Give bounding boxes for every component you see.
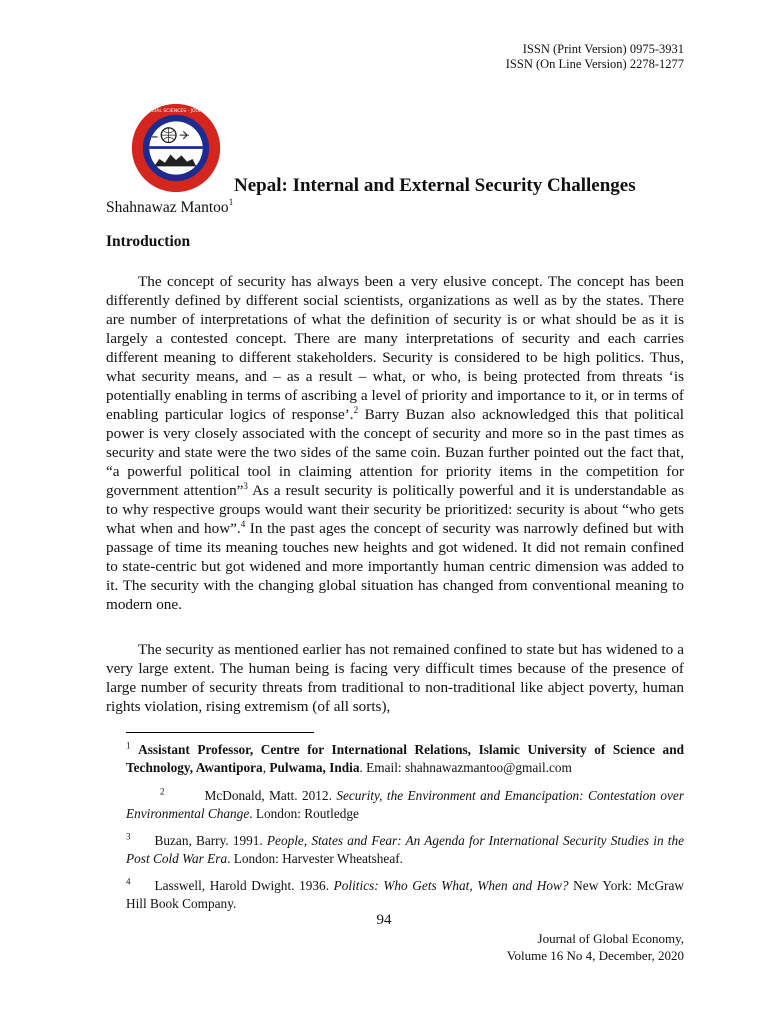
footnote-number: 2 [160, 786, 165, 797]
logo-ring-text: RESEARCH CENTRE FOR SOCIAL SCIENCES · JOURNAL OF GLOBAL ECONOMY [88, 109, 264, 115]
footnote-ref: 4 [240, 518, 246, 529]
article-title: Nepal: Internal and External Security Challenges [234, 175, 636, 196]
journal-issue: Volume 16 No 4, December, 2020 [506, 948, 684, 963]
footnote-separator: , [262, 760, 270, 775]
footnote-publisher: New York: McGraw Hill Book Company. [126, 878, 684, 911]
section-heading: Introduction [106, 233, 191, 250]
journal-name: Journal of Global Economy, [537, 931, 684, 946]
footnote-work-title: People, States and Fear: An Agenda for International Security Studies in the Post Cold War Era [126, 833, 685, 866]
footnote-work-title: Politics: Who Gets What, When and How? [333, 878, 569, 893]
footnote-citation: Lasswell, Harold Dwight. 1936. [154, 878, 334, 893]
page-number: 94 [376, 912, 392, 928]
journal-logo [88, 102, 264, 194]
paragraph-text: As a result security is politically powerful and it is understandable as to why respective groups would want their security be prioritized: security is about “who gets what when and how”. [106, 482, 684, 537]
footnote-number: 3 [126, 831, 131, 842]
footnote-4 [126, 877, 684, 913]
footnote-3 [126, 832, 684, 868]
footnote-affiliation: Assistant Professor, Centre for International Relations, Islamic University of Science and Technology, Awantipora [126, 742, 684, 775]
paragraph-text: The concept of security has always been a very elusive concept. The concept has been differently defined by different social scientists, organizations as well as by the states. There are number of interpretations of what the definition of security is or what should be as it is largely a contested concept. There are many interpretations of security and each carries different meaning to different stakeholders. Security is considered to be high politics. Thus, what security means, and – as a result – what, or who, is being protected from threats ‘is potentially enabling in terms of ascribing a level of priority and importance to it, or in terms of enabling particular logics of response’. [106, 273, 684, 423]
footnote-1 [126, 741, 684, 777]
issn-block [506, 42, 684, 72]
footnote-email: . Email: shahnawazmantoo@gmail.com [359, 760, 572, 775]
footnote-work-title: Security, the Environment and Emancipation: Contestation over Environmental Change [126, 788, 684, 821]
footnote-publisher: . London: Routledge [249, 806, 359, 821]
footnote-number: 1 [126, 740, 131, 751]
author-name: Shahnawaz Mantoo [106, 199, 229, 216]
issn-print: ISSN (Print Version) 0975-3931 [522, 42, 684, 56]
paragraph-text: Barry Buzan also acknowledged this that political power is very closely associated with the concept of security and more so in the past times as security and state were the two sides of the same coin. Buzan further pointed out the fact that, “a powerful political tool in claiming attention for priority items in the competition for government attention” [106, 406, 684, 499]
author-footnote-ref: 1 [228, 197, 234, 207]
footnote-publisher: . London: Harvester Wheatsheaf. [227, 851, 403, 866]
journal-footer [507, 930, 684, 964]
paragraph-intro [106, 272, 684, 614]
paragraph-second: The security as mentioned earlier has not remained confined to state but has widened to a very large extent. The human being is facing very difficult times because of the presence of large number of security threats from traditional to non-traditional like abject poverty, human rights violation, rising extremism (of all sorts), [106, 641, 684, 715]
issn-online: ISSN (On Line Version) 2278-1277 [505, 57, 684, 71]
footnote-2 [126, 787, 684, 823]
footnote-citation: Buzan, Barry. 1991. [154, 833, 267, 848]
footnote-divider [126, 732, 314, 733]
footnote-location: Pulwama, India [269, 760, 360, 775]
author-line [106, 199, 233, 217]
paragraph-text: In the past ages the concept of security was narrowly defined but with passage of time its meaning touches new heights and got widened. It did not remain confined to state-centric but got widened and more importantly human centric dimension was added to it. The security with the changing global situation has changed from conventional meaning to modern one. [106, 520, 684, 613]
footnote-citation: McDonald, Matt. 2012. [204, 788, 337, 803]
footnote-ref: 3 [243, 480, 248, 491]
footnote-number: 4 [126, 876, 131, 887]
footnote-ref: 2 [353, 404, 359, 415]
